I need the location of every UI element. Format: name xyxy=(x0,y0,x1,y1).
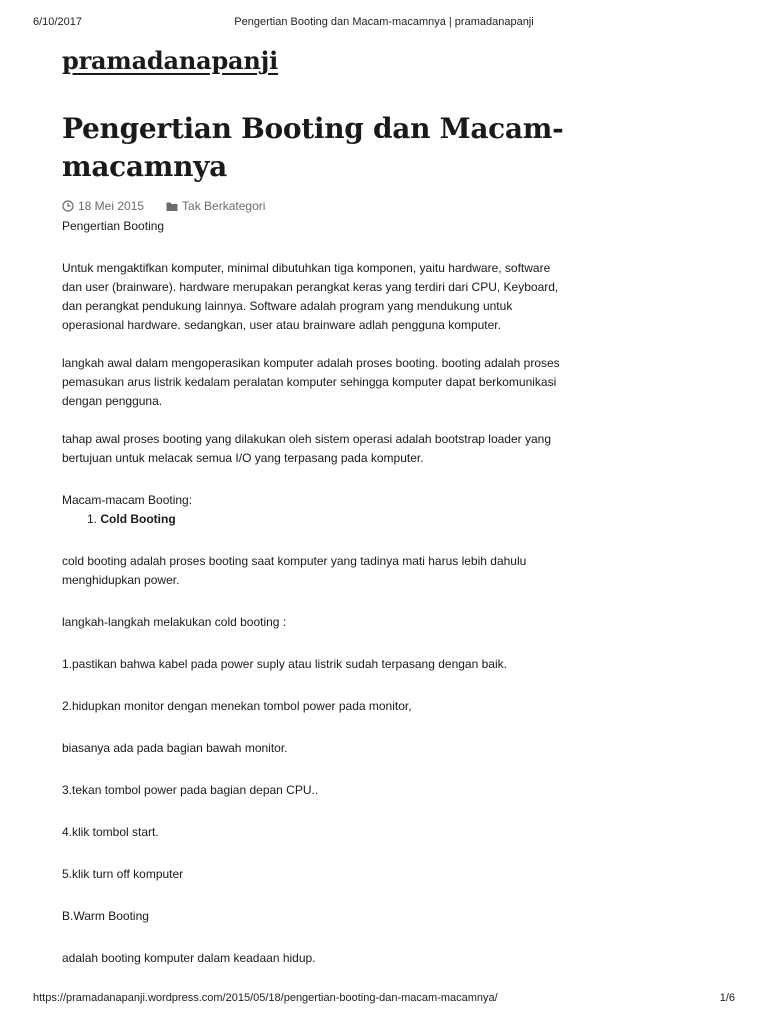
paragraph-4 xyxy=(62,552,602,590)
p2-line: pemasukan arus listrik kedalam peralatan komputer sehingga komputer dapat berkomunikasi xyxy=(62,375,557,389)
p1-line: operasional hardware. sedangkan, user atau brainware adlah pengguna komputer. xyxy=(62,318,501,332)
print-page-title: Pengertian Booting dan Macam-macamnya | pramadanapanji xyxy=(234,16,534,28)
post-title xyxy=(62,110,602,186)
post-meta xyxy=(62,198,602,214)
print-page-number: 1/6 xyxy=(719,992,735,1004)
p1-line: dan user (brainware). hardware merupakan perangkat keras yang terdiri dari CPU, Keyboard, xyxy=(62,280,559,294)
paragraph-3 xyxy=(62,430,602,468)
print-date: 6/10/2017 xyxy=(33,16,82,28)
paragraph-1 xyxy=(62,259,602,335)
post-title-line-2: macamnya xyxy=(62,150,227,183)
subheading-pengertian: Pengertian Booting xyxy=(62,219,165,233)
p4-line: menghidupkan power. xyxy=(62,573,180,587)
list-item-cold-booting xyxy=(62,510,602,529)
step-2: 2.hidupkan monitor dengan menekan tombol power pada monitor, xyxy=(62,699,412,713)
macam-heading: Macam-macam Booting: xyxy=(62,493,193,507)
post-category-text: Tak Berkategori xyxy=(182,199,266,213)
p1-line: dan perangkat pendukung lainnya. Software adalah program yang mendukung untuk xyxy=(62,299,513,313)
post-date[interactable] xyxy=(62,199,144,213)
p2-line: langkah awal dalam mengoperasikan komputer adalah proses booting. booting adalah proses xyxy=(62,356,560,370)
warm-booting-description: adalah booting komputer dalam keadaan hidup. xyxy=(62,951,316,965)
step-3: 3.tekan tombol power pada bagian depan CPU.. xyxy=(62,783,319,797)
print-footer xyxy=(0,992,768,1008)
p3-line: bertujuan untuk melacak semua I/O yang terpasang pada komputer. xyxy=(62,451,424,465)
list-number: 1. xyxy=(87,512,98,526)
post-body xyxy=(62,217,602,968)
paragraph-2 xyxy=(62,354,602,411)
steps-heading: langkah-langkah melakukan cold booting : xyxy=(62,615,287,629)
p4-line: cold booting adalah proses booting saat komputer yang tadinya mati harus lebih dahulu xyxy=(62,554,527,568)
print-url: https://pramadanapanji.wordpress.com/2015/05/18/pengertian-booting-dan-macam-macamnya/ xyxy=(33,992,498,1004)
list-label: Cold Booting xyxy=(100,512,176,526)
warm-booting-heading: B.Warm Booting xyxy=(62,909,149,923)
p2-line: dengan pengguna. xyxy=(62,394,163,408)
post-date-text: 18 Mei 2015 xyxy=(78,199,145,213)
main-content xyxy=(62,40,602,968)
step-2-continued: biasanya ada pada bagian bawah monitor. xyxy=(62,741,288,755)
step-1: 1.pastikan bahwa kabel pada power suply atau listrik sudah terpasang dengan baik. xyxy=(62,657,507,671)
print-header xyxy=(0,16,768,32)
post-title-line-1: Pengertian Booting dan Macam- xyxy=(62,112,564,145)
p3-line: tahap awal proses booting yang dilakukan oleh sistem operasi adalah bootstrap loader yang xyxy=(62,432,551,446)
step-4: 4.klik tombol start. xyxy=(62,825,159,839)
site-title-link[interactable]: pramadanapanji xyxy=(62,46,279,75)
folder-icon xyxy=(166,201,178,212)
post-category[interactable] xyxy=(166,199,265,213)
p1-line: Untuk mengaktifkan komputer, minimal dibutuhkan tiga komponen, yaitu hardware, software xyxy=(62,261,551,275)
clock-icon xyxy=(62,200,74,212)
step-5: 5.klik turn off komputer xyxy=(62,867,184,881)
